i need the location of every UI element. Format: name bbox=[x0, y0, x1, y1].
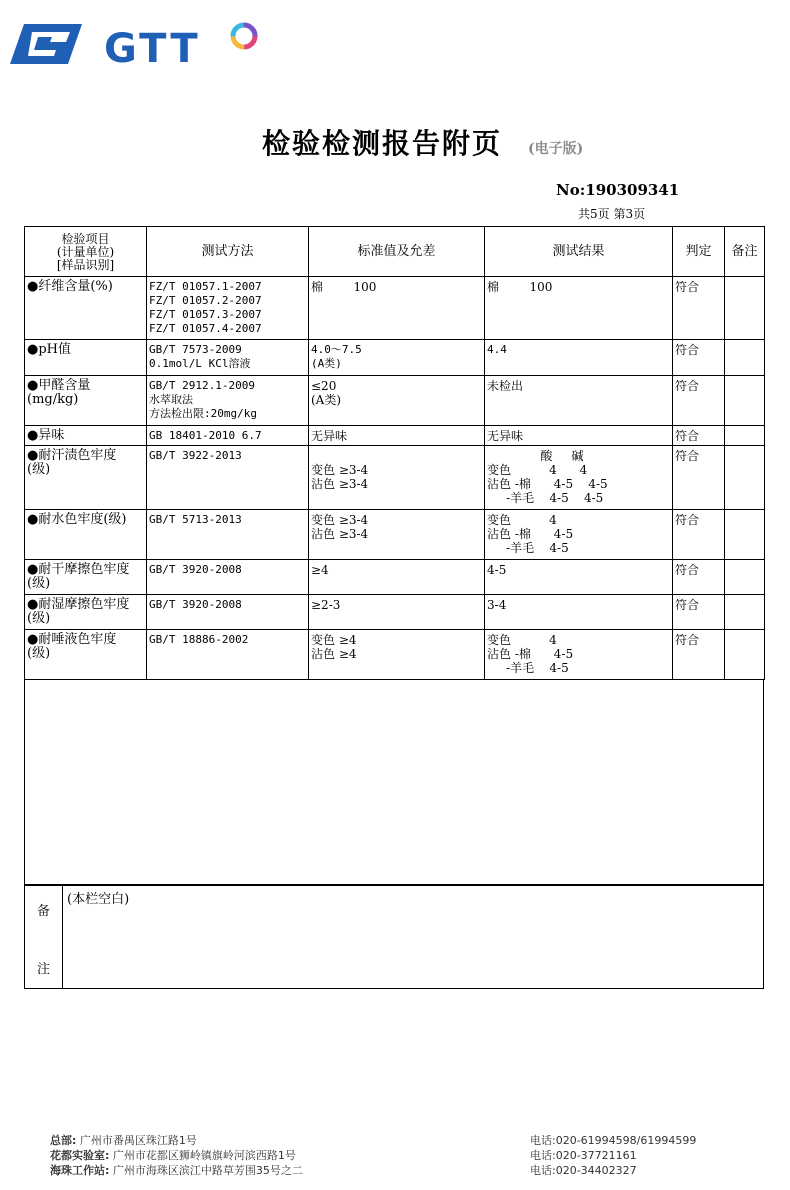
row-standard: 变色 ≥3-4 沾色 ≥3-4 bbox=[309, 510, 485, 560]
row-item: ●耐湿摩擦色牢度 (级) bbox=[25, 595, 147, 630]
gtt-mark-icon bbox=[6, 20, 86, 68]
blank-area bbox=[24, 679, 764, 885]
footer-address: 广州市番禺区珠江路1号 bbox=[76, 1134, 197, 1147]
row-result: 4-5 bbox=[485, 560, 673, 595]
table-row bbox=[25, 376, 765, 426]
row-method: GB/T 5713-2013 bbox=[147, 510, 309, 560]
row-result: 变色 4 沾色 -棉 4-5 -羊毛 4-5 bbox=[485, 630, 673, 680]
row-remark bbox=[725, 595, 765, 630]
row-judgment: 符合 bbox=[673, 595, 725, 630]
table-row bbox=[25, 560, 765, 595]
remarks-label-bottom: 注 bbox=[37, 962, 51, 977]
header-judgment: 判定 bbox=[673, 227, 725, 277]
header-standard: 标准值及允差 bbox=[309, 227, 485, 277]
row-item: ●耐水色牢度(级) bbox=[25, 510, 147, 560]
row-judgment: 符合 bbox=[673, 446, 725, 510]
row-method: GB/T 3922-2013 bbox=[147, 446, 309, 510]
row-result: 棉 100 bbox=[485, 277, 673, 340]
header-item: 检验项目 (计量单位) [样品识别] bbox=[25, 227, 147, 277]
row-result: 无异味 bbox=[485, 426, 673, 446]
row-standard: ≥2-3 bbox=[309, 595, 485, 630]
row-item: ●纤维含量(%) bbox=[25, 277, 147, 340]
table-row bbox=[25, 426, 765, 446]
row-result: 3-4 bbox=[485, 595, 673, 630]
footer-row bbox=[50, 1133, 750, 1148]
row-standard: ≤20 (A类) bbox=[309, 376, 485, 426]
remarks-section bbox=[24, 885, 764, 989]
row-result: 变色 4 沾色 -棉 4-5 -羊毛 4-5 bbox=[485, 510, 673, 560]
header-remark: 备注 bbox=[725, 227, 765, 277]
row-method: GB 18401-2010 6.7 bbox=[147, 426, 309, 446]
row-item: ●耐干摩擦色牢度 (级) bbox=[25, 560, 147, 595]
footer-address: 广州市花都区狮岭镇旗岭河滨西路1号 bbox=[109, 1149, 296, 1162]
row-item: ●异味 bbox=[25, 426, 147, 446]
color-ring-icon bbox=[228, 20, 260, 52]
row-judgment: 符合 bbox=[673, 340, 725, 376]
footer-label: 总部: bbox=[50, 1134, 77, 1147]
row-remark bbox=[725, 376, 765, 426]
page-info: 共5页 第3页 bbox=[578, 207, 646, 221]
footer-row bbox=[50, 1163, 750, 1178]
remarks-label bbox=[25, 886, 63, 988]
header-result: 测试结果 bbox=[485, 227, 673, 277]
row-standard: ≥4 bbox=[309, 560, 485, 595]
table-row bbox=[25, 277, 765, 340]
row-item: ●耐唾液色牢度 (级) bbox=[25, 630, 147, 680]
row-remark bbox=[725, 510, 765, 560]
row-item: ●pH值 bbox=[25, 340, 147, 376]
page-title: 检验检测报告附页 bbox=[262, 127, 503, 160]
report-number: No:190309341 bbox=[556, 181, 680, 199]
row-remark bbox=[725, 446, 765, 510]
row-remark bbox=[725, 277, 765, 340]
footer-phone: 电话:020-34402327 bbox=[530, 1164, 637, 1177]
table-row bbox=[25, 446, 765, 510]
footer-address: 广州市海珠区滨江中路草芳围35号之二 bbox=[109, 1164, 303, 1177]
remarks-label-top: 备 bbox=[37, 904, 51, 919]
footer bbox=[50, 1133, 750, 1178]
results-table bbox=[24, 226, 765, 680]
row-result: 未检出 bbox=[485, 376, 673, 426]
row-remark bbox=[725, 340, 765, 376]
row-result: 酸 碱 变色 4 4 沾色 -棉 4-5 4-5 -羊毛 4-5 4-5 bbox=[485, 446, 673, 510]
row-judgment: 符合 bbox=[673, 510, 725, 560]
row-remark bbox=[725, 560, 765, 595]
row-standard: 棉 100 bbox=[309, 277, 485, 340]
header-method: 测试方法 bbox=[147, 227, 309, 277]
row-judgment: 符合 bbox=[673, 426, 725, 446]
page-subtitle: (电子版) bbox=[528, 141, 584, 157]
footer-label: 海珠工作站: bbox=[50, 1164, 110, 1177]
table-row bbox=[25, 510, 765, 560]
logo-text: GTT bbox=[104, 26, 201, 72]
row-remark bbox=[725, 630, 765, 680]
row-remark bbox=[725, 426, 765, 446]
row-standard: 变色 ≥3-4 沾色 ≥3-4 bbox=[309, 446, 485, 510]
table-row bbox=[25, 630, 765, 680]
remarks-text: (本栏空白) bbox=[67, 892, 130, 907]
table-row bbox=[25, 595, 765, 630]
footer-phone: 电话:020-61994598/61994599 bbox=[530, 1134, 697, 1147]
row-method: GB/T 3920-2008 bbox=[147, 595, 309, 630]
row-judgment: 符合 bbox=[673, 277, 725, 340]
row-judgment: 符合 bbox=[673, 630, 725, 680]
row-method: GB/T 2912.1-2009 水萃取法 方法检出限:20mg/kg bbox=[147, 376, 309, 426]
table-header-row bbox=[25, 227, 765, 277]
row-method: GB/T 3920-2008 bbox=[147, 560, 309, 595]
row-judgment: 符合 bbox=[673, 560, 725, 595]
row-method: GB/T 7573-2009 0.1mol/L KCl溶液 bbox=[147, 340, 309, 376]
row-result: 4.4 bbox=[485, 340, 673, 376]
row-standard: 变色 ≥4 沾色 ≥4 bbox=[309, 630, 485, 680]
footer-row bbox=[50, 1148, 750, 1163]
row-judgment: 符合 bbox=[673, 376, 725, 426]
row-item: ●耐汗渍色牢度 (级) bbox=[25, 446, 147, 510]
row-method: GB/T 18886-2002 bbox=[147, 630, 309, 680]
footer-label: 花都实验室: bbox=[50, 1149, 110, 1162]
footer-phone: 电话:020-37721161 bbox=[530, 1149, 637, 1162]
gtt-logo bbox=[6, 20, 266, 72]
row-standard: 4.0～7.5 (A类) bbox=[309, 340, 485, 376]
table-row bbox=[25, 340, 765, 376]
row-method: FZ/T 01057.1-2007 FZ/T 01057.2-2007 FZ/T 01057.3-2007 FZ/T 01057.4-2007 bbox=[147, 277, 309, 340]
row-item: ●甲醛含量 (mg/kg) bbox=[25, 376, 147, 426]
row-standard: 无异味 bbox=[309, 426, 485, 446]
